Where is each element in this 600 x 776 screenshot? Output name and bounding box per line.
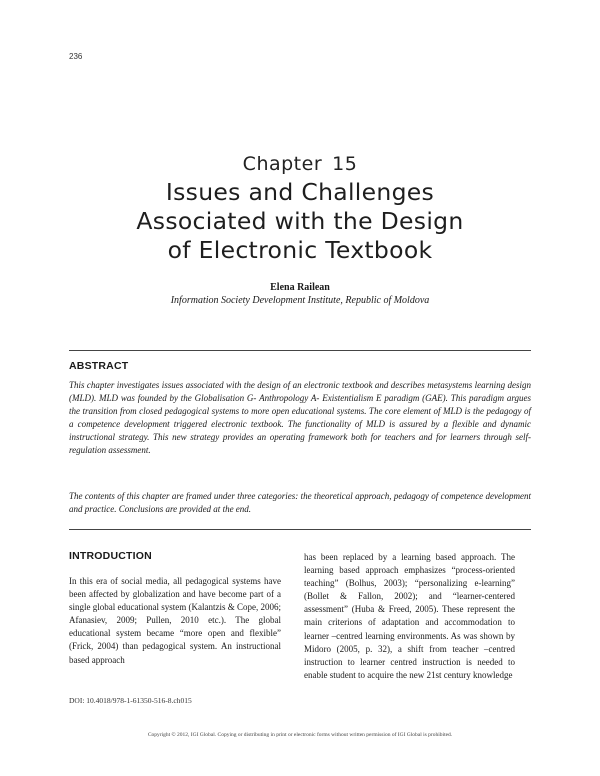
introduction-left-column: In this era of social media, all pedagogical systems have been affected by globalization and have become part of a single global educational system (Kalantzis & Cope, 2006; Afanasiev, 2009; Pullen, 2010 etc.). The global educational system became “more open and flexible” (Frick, 2004) than pedagogical system. An instructional based approach [69,576,281,665]
title-line: Issues and Challenges [165,178,435,206]
abstract-top-rule [69,350,531,351]
introduction-heading: INTRODUCTION [69,550,152,562]
page-number: 236 [69,52,83,61]
abstract-paragraph: This chapter investigates issues associated with the design of an electronic textbook and describes metasystems learning design (MLD). MLD was founded by the Globalisation G- Anthropology A- Existentialism E paradigm (GAE). This paradigm argues the transition from closed pedagogical systems to more open educational systems. The core element of MLD is the pedagogy of a competence development triggered electronic textbook. The functionality of MLD is assured by a flexible and dynamic instructional strategy. This new strategy provides an operating framework both for teachers and for learners through self-regulation assessment. [69,380,531,455]
introduction-right-column: has been replaced by a learning based approach. The learning based approach emphasizes “process-oriented teaching” (Bolhus, 2003); “personalizing e-learning” (Bollet & Fallon, 2002); and “learner-centered assessment” (Huba & Freed, 2005). These represent the main criterions of adaptation and accommodation to learner –centred learning environments. As was shown by Midoro (2005, p. 32), a shift from teacher –centred instruction to learner centred instruction is needed to enable student to acquire the new 21st century knowledge [304,552,515,680]
section-divider [69,529,531,530]
author-name: Elena Railean [270,282,330,293]
chapter-word: Chapter [242,153,323,175]
abstract-paragraph: The contents of this chapter are framed under three categories: the theoretical approach, pedagogy of competence development and practice. Conclusions are provided at the end. [69,491,531,514]
chapter-label [0,153,600,175]
title-line: Associated with the Design [136,207,464,235]
author-affiliation: Information Society Development Institute, Republic of Moldova [170,295,430,306]
abstract-heading: ABSTRACT [69,360,129,372]
chapter-title [0,178,600,265]
copyright-footer: Copyright © 2012, IGI Global. Copying or distributing in print or electronic forms without written permission of IGI Global is prohibited. [147,732,453,738]
chapter-number: 15 [332,153,358,175]
title-line: of Electronic Textbook [167,236,433,264]
doi: DOI: 10.4018/978-1-61350-516-8.ch015 [69,696,192,705]
